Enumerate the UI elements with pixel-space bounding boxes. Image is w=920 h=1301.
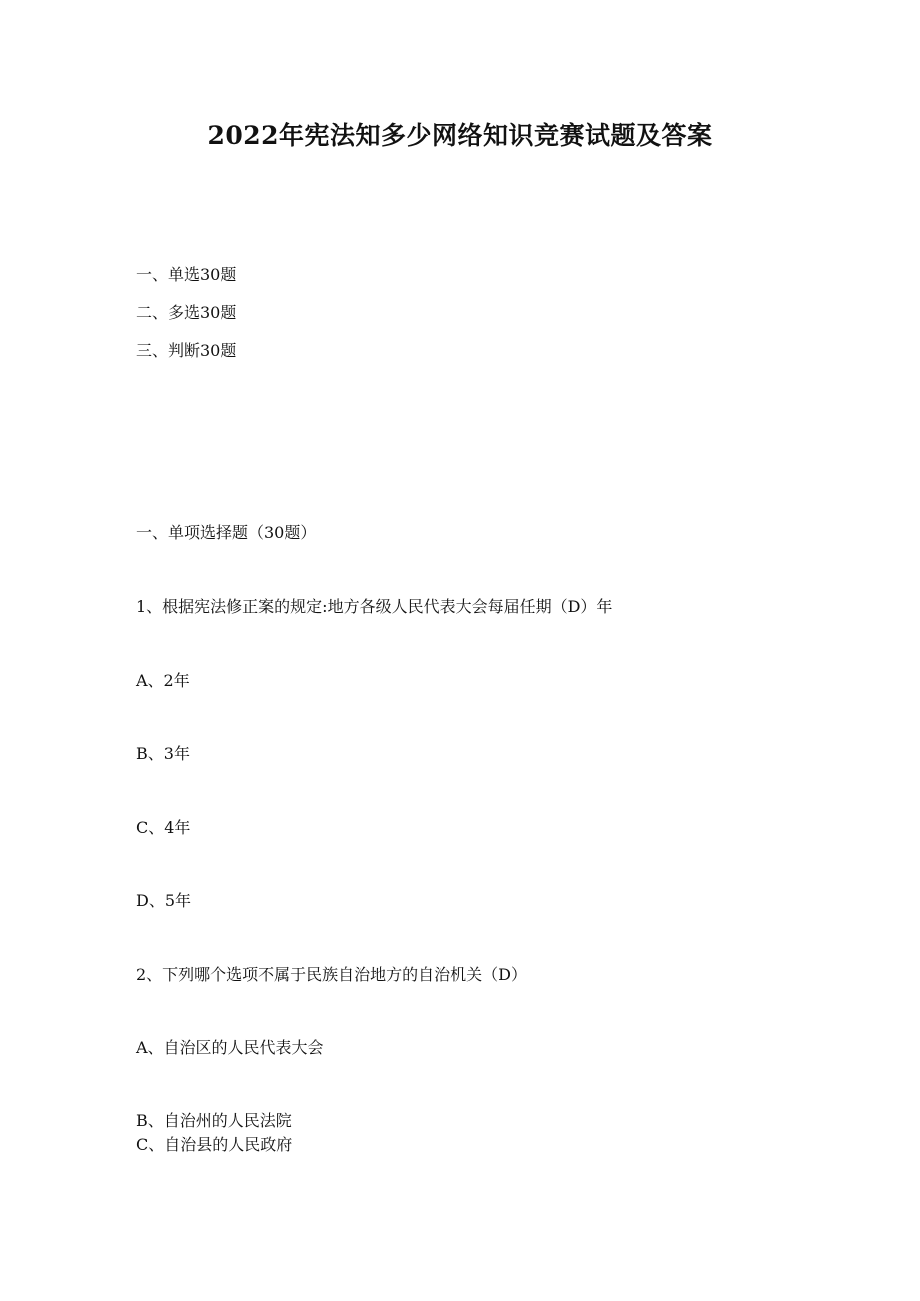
question-1: 1、根据宪法修正案的规定:地方各级人民代表大会每届任期（D）年 [136,597,613,616]
outline-item-multiple-choice: 二、多选30题 [136,303,237,322]
question-2-option-c: C、自治县的人民政府 [136,1135,293,1154]
section-heading: 一、单项选择题（30题） [136,523,317,542]
question-2-option-b: B、自治州的人民法院 [136,1111,292,1130]
question-2: 2、下列哪个选项不属于民族自治地方的自治机关（D） [136,965,528,984]
question-1-option-c: C、4年 [136,818,191,837]
question-1-option-b: B、3年 [136,744,190,763]
question-1-option-a: A、2年 [136,671,190,690]
outline-item-true-false: 三、判断30题 [136,341,237,360]
question-2-option-a: A、自治区的人民代表大会 [136,1038,324,1057]
document-title: 2022年宪法知多少网络知识竞赛试题及答案 [207,121,713,150]
outline-item-single-choice: 一、单选30题 [136,265,237,284]
question-1-option-d: D、5年 [136,891,192,910]
